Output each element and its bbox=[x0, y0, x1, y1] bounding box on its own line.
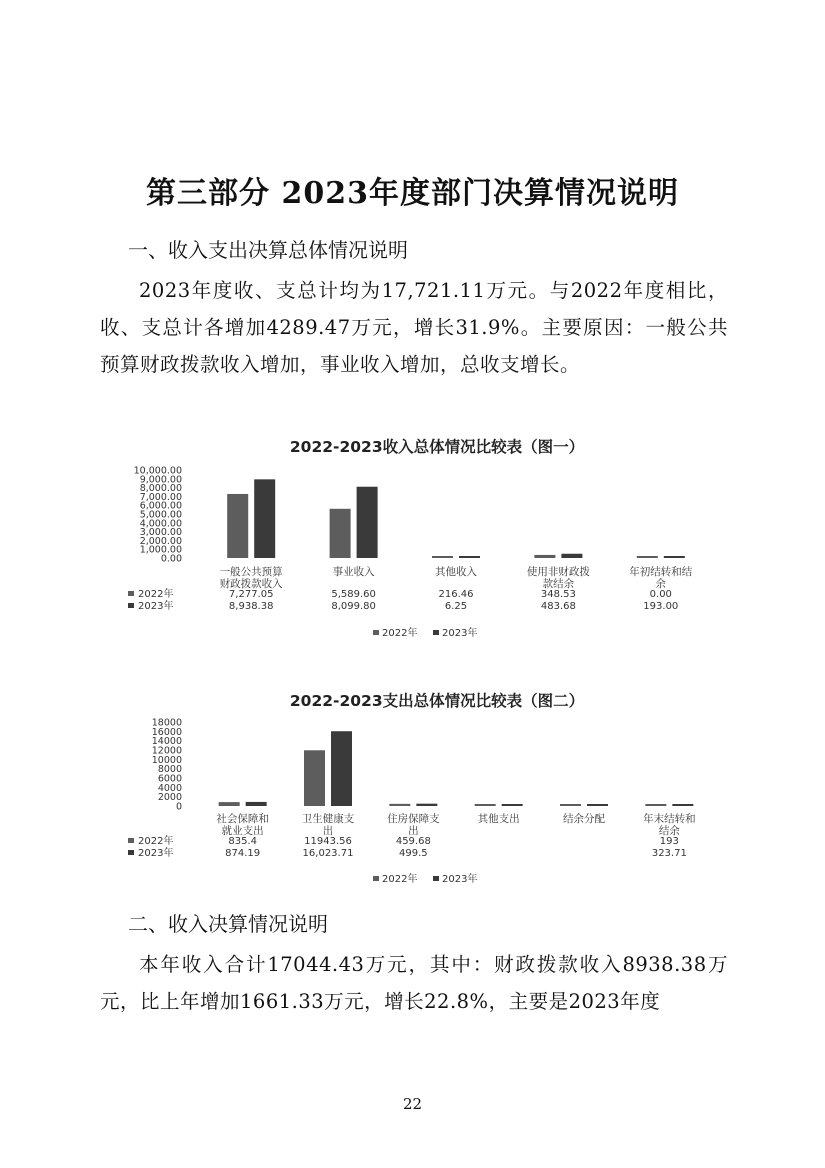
table-legend-swatch bbox=[128, 603, 134, 608]
bar-2022 bbox=[560, 804, 581, 806]
section1-paragraph: 2023年度收、支总计均为17,721.11万元。与2022年度相比，收、支总计各增加4289.47万元，增长31.9%。主要原因：一般公共预算财政拨款收入增加，事业收入增加，总收支增长。 bbox=[100, 279, 728, 376]
data-table-series-label: 2022年 bbox=[138, 589, 174, 600]
x-category-label: 一般公共预算 bbox=[219, 566, 283, 578]
y-tick-label: 14000 bbox=[151, 736, 182, 748]
data-table-value: 216.46 bbox=[438, 589, 474, 600]
section2-heading: 二、收入决算情况说明 bbox=[128, 912, 328, 936]
data-table-series-label: 2022年 bbox=[138, 836, 174, 847]
x-category-label: 出 bbox=[408, 825, 419, 837]
bar-2022 bbox=[475, 804, 496, 806]
y-tick-label: 8,000.00 bbox=[139, 483, 182, 495]
bar-2023 bbox=[246, 802, 267, 806]
section1-heading: 一、收入支出决算总体情况说明 bbox=[128, 238, 408, 262]
bar-2022 bbox=[645, 804, 666, 806]
y-tick-label: 1,000.00 bbox=[139, 544, 182, 556]
data-table-series-label: 2023年 bbox=[138, 601, 174, 612]
bar-2022 bbox=[227, 494, 248, 558]
bar-2022 bbox=[330, 509, 351, 558]
data-table-value: 6.25 bbox=[444, 601, 468, 612]
data-table-value: 483.68 bbox=[540, 601, 576, 612]
legend-label: 2022年 bbox=[382, 874, 418, 885]
data-table-value: 499.5 bbox=[399, 848, 428, 859]
x-category-label: 年初结转和结 bbox=[629, 566, 693, 578]
bar-2022 bbox=[304, 750, 325, 806]
data-table-value: 7,277.05 bbox=[228, 589, 274, 600]
page-title: 第三部分 2023年度部门决算情况说明 bbox=[146, 176, 679, 211]
bar-2023 bbox=[459, 556, 480, 558]
legend-label: 2023年 bbox=[442, 874, 478, 885]
data-table-value: 323.71 bbox=[651, 848, 687, 859]
x-category-label: 年末结转和 bbox=[643, 813, 696, 825]
data-table-value: 459.68 bbox=[395, 836, 431, 847]
section2-paragraph: 本年收入合计17044.43万元，其中：财政拨款收入8938.38万元，比上年增加1661.33万元，增长22.8%，主要是2023年度 bbox=[100, 953, 728, 1013]
y-tick-label: 4000 bbox=[157, 782, 182, 794]
table-legend-swatch bbox=[128, 850, 134, 855]
data-table-value: 874.19 bbox=[225, 848, 261, 859]
x-category-label: 余 bbox=[655, 578, 667, 590]
bar-2022 bbox=[534, 555, 555, 558]
data-table-series-label: 2023年 bbox=[138, 848, 174, 859]
bar-2023 bbox=[587, 804, 608, 806]
data-table-value: 5,589.60 bbox=[331, 589, 376, 600]
income-chart-svg bbox=[112, 428, 722, 643]
y-tick-label: 0 bbox=[175, 801, 182, 813]
income-chart bbox=[112, 428, 722, 643]
legend-swatch bbox=[373, 876, 379, 881]
bar-2023 bbox=[416, 804, 437, 806]
bar-2022 bbox=[637, 556, 658, 558]
y-tick-label: 10000 bbox=[151, 754, 182, 766]
y-tick-label: 10,000.00 bbox=[133, 465, 182, 477]
bar-2023 bbox=[254, 479, 275, 558]
bar-2023 bbox=[331, 731, 352, 806]
data-table-value: 8,099.80 bbox=[331, 601, 376, 612]
x-category-label: 其他支出 bbox=[477, 813, 520, 825]
legend-swatch bbox=[433, 876, 439, 881]
data-table-value: 0.00 bbox=[649, 589, 672, 600]
y-tick-label: 8000 bbox=[157, 764, 182, 776]
bar-2023 bbox=[664, 556, 685, 558]
legend-label: 2022年 bbox=[382, 628, 418, 639]
chart-title: 2022-2023收入总体情况比较表（图一） bbox=[289, 438, 585, 456]
data-table-value: 8,938.38 bbox=[228, 601, 274, 612]
x-category-label: 结余分配 bbox=[563, 813, 605, 825]
x-category-label: 住房保障支 bbox=[387, 813, 440, 825]
expense-chart-svg bbox=[112, 686, 722, 891]
page-number: 22 bbox=[402, 1095, 423, 1113]
bar-2022 bbox=[432, 556, 453, 558]
y-tick-label: 0.00 bbox=[160, 553, 182, 565]
bar-2022 bbox=[389, 804, 410, 806]
y-tick-label: 4,000.00 bbox=[139, 518, 182, 530]
y-tick-label: 7,000.00 bbox=[139, 491, 182, 503]
legend-label: 2023年 bbox=[442, 628, 478, 639]
data-table-value: 11943.56 bbox=[304, 836, 352, 847]
bar-2023 bbox=[502, 804, 523, 806]
bar-2023 bbox=[561, 554, 582, 558]
x-category-label: 结余 bbox=[658, 825, 680, 837]
table-legend-swatch bbox=[128, 591, 134, 596]
x-category-label: 就业支出 bbox=[221, 825, 264, 837]
expense-chart bbox=[112, 686, 722, 891]
bar-2023 bbox=[357, 487, 378, 558]
data-table-value: 193.00 bbox=[643, 601, 679, 612]
y-tick-label: 3,000.00 bbox=[139, 527, 182, 539]
data-table-value: 193 bbox=[659, 836, 679, 847]
y-tick-label: 5,000.00 bbox=[139, 509, 182, 521]
data-table-value: 348.53 bbox=[540, 589, 576, 600]
x-category-label: 使用非财政拨 bbox=[526, 566, 590, 578]
y-tick-label: 6,000.00 bbox=[139, 500, 182, 512]
chart-title: 2022-2023支出总体情况比较表（图二） bbox=[289, 692, 585, 710]
x-category-label: 社会保障和 bbox=[216, 813, 269, 825]
y-tick-label: 2000 bbox=[157, 792, 182, 804]
y-tick-label: 6000 bbox=[157, 773, 182, 785]
data-table-value: 835.4 bbox=[228, 836, 257, 847]
y-tick-label: 16000 bbox=[151, 726, 182, 738]
y-tick-label: 2,000.00 bbox=[139, 535, 182, 547]
x-category-label: 卫生健康支 bbox=[301, 813, 355, 825]
bar-2023 bbox=[672, 804, 693, 806]
x-category-label: 事业收入 bbox=[332, 566, 375, 578]
data-table-value: 16,023.71 bbox=[302, 848, 354, 859]
y-tick-label: 9,000.00 bbox=[139, 474, 182, 486]
y-tick-label: 18000 bbox=[151, 717, 182, 729]
x-category-label: 款结余 bbox=[542, 578, 575, 590]
legend-swatch bbox=[373, 630, 379, 635]
table-legend-swatch bbox=[128, 838, 134, 843]
x-category-label: 财政拨款收入 bbox=[219, 578, 283, 590]
x-category-label: 其他收入 bbox=[435, 566, 477, 578]
x-category-label: 出 bbox=[322, 825, 334, 837]
bar-2022 bbox=[219, 802, 240, 806]
legend-swatch bbox=[433, 630, 439, 635]
y-tick-label: 12000 bbox=[151, 745, 182, 757]
